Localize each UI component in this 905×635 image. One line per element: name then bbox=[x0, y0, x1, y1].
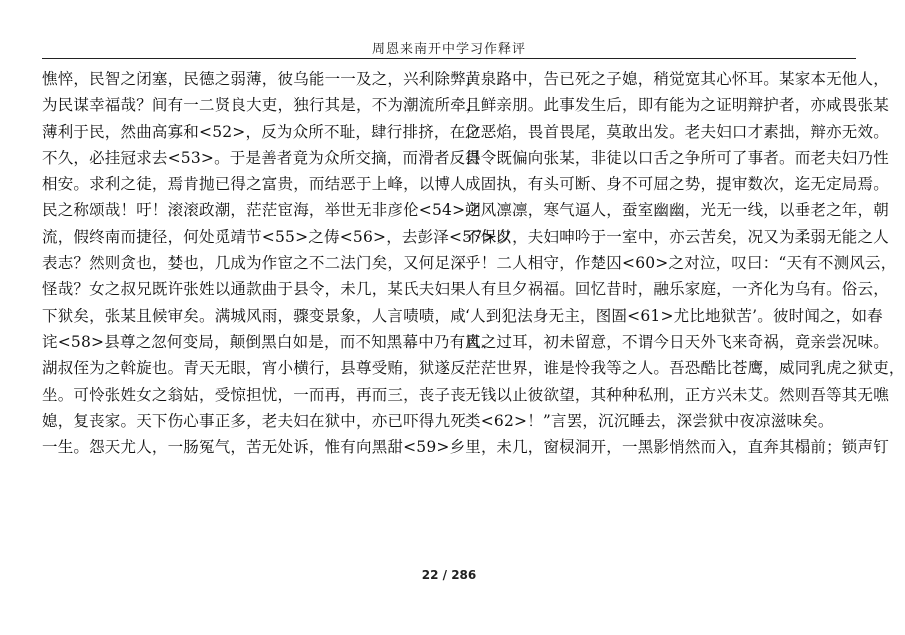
text-line: 为民谋幸福哉？间有一二贤良大吏，独行其是，不为潮流所牵， bbox=[42, 96, 482, 115]
text-line: 乎！二人相守，作楚囚<60>之对泣，叹曰：“天有不测风云， bbox=[465, 254, 897, 273]
text-line: 憔悴，民智之闭塞，民德之弱薄，彼乌能一一及之，兴利除弊， bbox=[42, 70, 482, 88]
text-line: 类<62>！”言罢，沉沉睡去，深尝狱中夜凉滋味矣。 bbox=[465, 411, 834, 430]
text-line: 媳，复丧家。天下伤心事正多，老夫妇在狱中，亦已吓得九死 bbox=[42, 411, 466, 430]
text-line: 朔风凛凛，寒气逼人，蚕室幽幽，光无一线，以垂老之年，朝 bbox=[465, 201, 889, 220]
text-line: 流，假终南而捷径，何处觅靖节<55>之俦<56>，去彭泽<57>以 bbox=[42, 227, 512, 246]
text-line: 人有旦夕祸福。回忆昔时，融乐家庭，一齐化为乌有。俗云， bbox=[465, 280, 889, 299]
text-line: 无钱以止彼欲望，其种种私刑，正方兴未艾。然则吾等其无噍 bbox=[465, 385, 889, 404]
right-text-column bbox=[465, 66, 905, 460]
text-line: 薄利于民，然曲高寡和<52>，反为众所不耻，肆行排挤，在位 bbox=[42, 122, 481, 141]
text-line: 茫茫世界，谁是怜我等之人。吾恐酷比苍鹰，威同乳虎之狱吏， bbox=[465, 359, 905, 378]
text-line: 湖叔侄为之斡旋也。青天无眼，宵小横行，县尊受贿，狱遂反 bbox=[42, 359, 466, 378]
text-line: 县令既偏向张某，非徒以口舌之争所可了事者。而老夫妇乃性 bbox=[465, 148, 889, 167]
text-line: 下狱矣，张某且候审矣。满城风雨，骤变景象，人言啧啧，咸 bbox=[42, 306, 466, 325]
running-header: 周恩来南开中学习作释评 bbox=[371, 42, 526, 57]
text-line: 之恶焰，畏首畏尾，莫敢出发。老夫妇口才素拙，辩亦无效。 bbox=[465, 122, 889, 141]
text-line: ‘人到犯法身无主，图圄<61>尤比地狱苦’。彼时闻之，如春 bbox=[465, 306, 883, 325]
text-line: 一生。怨天尤人，一肠冤气，苦无处诉，惟有向黑甜<59>乡里， bbox=[42, 438, 497, 457]
text-line: 相安。求利之徒，焉肯抛已得之富贵，而结恶于上峰，以博人 bbox=[42, 175, 466, 194]
text-line: 风之过耳，初未留意，不谓今日天外飞来奇祸，竟亲尝况味。 bbox=[465, 332, 889, 351]
text-line: 且鲜亲朋。此事发生后，即有能为之证明辩护者，亦咸畏张某 bbox=[465, 96, 889, 115]
text-line: 怪哉？女之叔兄既许张姓以通款曲于县令，未几，某氏夫妇果 bbox=[42, 280, 466, 299]
text-line: 不久，必挂冠求去<53>。于是善者竟为众所交摘，而滑者反得 bbox=[42, 148, 481, 167]
text-line: 诧<58>县尊之忽何变局，颠倒黑白如是，而不知黑幕中乃有直、 bbox=[42, 332, 497, 351]
text-line: 成固执，有头可断、身不可屈之势，提审数次，迄无定局焉。 bbox=[465, 175, 889, 194]
text-line: 民之称颂哉！吁！滚滚政潮，茫茫宦海，举世无非彦伦<54>之 bbox=[42, 201, 481, 220]
text-line: 未几，窗棂洞开，一黑影悄然而入，直奔其榻前；锁声钉 bbox=[465, 438, 889, 457]
page-indicator: 22 / 286 bbox=[421, 568, 477, 582]
left-text-column bbox=[42, 66, 512, 460]
header-divider bbox=[42, 58, 856, 59]
text-line: 不保夕，夫妇呻吟于一室中，亦云苦矣，况又为柔弱无能之人 bbox=[465, 227, 889, 246]
text-line: 坐。可怜张姓女之翁姑，受惊担忧，一而再，再而三，丧子丧 bbox=[42, 385, 466, 404]
text-line: 表志？然则贪也，婪也，几成为作宦之不二法门矣，又何足深 bbox=[42, 254, 466, 273]
text-line: 黄泉路中，告已死之子媳，稍觉宽其心怀耳。某家本无他人， bbox=[465, 70, 889, 88]
